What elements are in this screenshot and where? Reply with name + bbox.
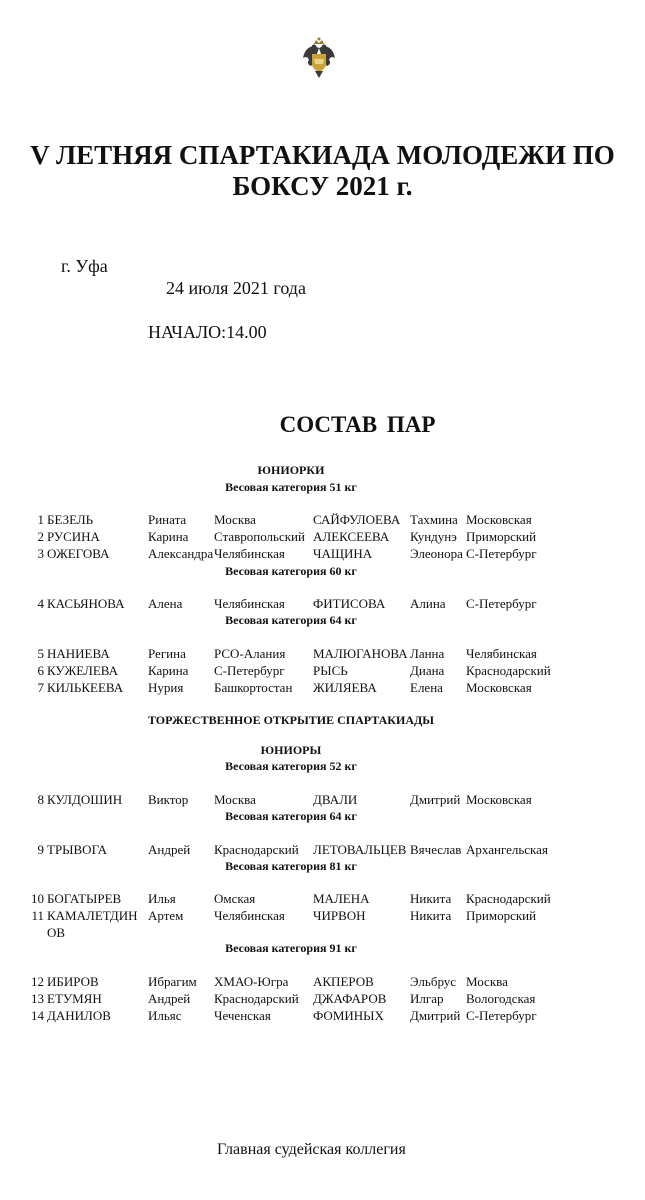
pair-number: 12: [31, 974, 44, 989]
boxer-region: Москва: [214, 512, 256, 527]
boxer-name: Ильяс: [148, 1008, 182, 1023]
boxer-region: Краснодарский: [214, 842, 299, 857]
boxer-region: Краснодарский: [214, 991, 299, 1006]
pair-number: 2: [37, 529, 44, 544]
opponent-name: Эльбрус: [410, 974, 457, 989]
opponent-region: Москва: [466, 974, 508, 989]
opponent-surname: МАЛЮГАНОВА: [313, 646, 408, 661]
opponent-name: Илгар: [410, 991, 444, 1006]
boxer-name: Нурия: [148, 680, 184, 695]
opponent-surname: РЫСЬ: [313, 663, 348, 678]
boxer-surname: ЕТУМЯН: [47, 991, 102, 1006]
pair-number: 5: [37, 646, 44, 661]
pair-row: [0, 663, 645, 680]
opponent-region: Вологодская: [466, 991, 536, 1006]
boxer-region: РСО-Алания: [214, 646, 286, 661]
opponent-name: Тахмина: [410, 512, 458, 527]
weight-category-label: Весовая категория 51 кг: [225, 480, 357, 494]
pair-number: 9: [37, 842, 44, 857]
boxer-surname: БЕЗЕЛЬ: [47, 512, 94, 527]
boxer-surname: ТРЫВОГА: [47, 842, 108, 857]
pair-row: [0, 842, 645, 859]
boxer-surname: КИЛЬКЕЕВА: [47, 680, 124, 695]
boxer-name: Ибрагим: [148, 974, 197, 989]
boxer-name: Регина: [148, 646, 186, 661]
pair-number: 14: [31, 1008, 44, 1023]
pair-row: [0, 646, 645, 663]
boxer-region: Челябинская: [214, 596, 285, 611]
boxer-region: Омская: [214, 891, 256, 906]
weight-category-label: Весовая категория 81 кг: [225, 859, 357, 873]
boxer-surname: БОГАТЫРЕВ: [47, 891, 122, 906]
pair-row: [0, 792, 645, 809]
opponent-name: Вячеслав: [410, 842, 462, 857]
opponent-name: Кундунэ: [410, 529, 457, 544]
pair-number: 11: [31, 908, 44, 923]
boxer-name: Виктор: [148, 792, 189, 807]
opponent-surname: ФОМИНЫХ: [313, 1008, 384, 1023]
section-title: СОСТАВ ПАР: [279, 412, 436, 437]
weight-category-label: Весовая категория 64 кг: [225, 809, 357, 823]
opponent-region: Приморский: [466, 529, 537, 544]
opponent-surname: ЛЕТОВАЛЬЦЕВ: [313, 842, 407, 857]
boxer-surname: КУЖЕЛЕВА: [47, 663, 119, 678]
pair-row: [0, 974, 645, 991]
boxer-region: ХМАО-Югра: [214, 974, 289, 989]
city: г. Уфа: [61, 256, 108, 276]
opponent-surname: ДВАЛИ: [313, 792, 358, 807]
opponent-name: Элеонора: [410, 546, 463, 561]
boxer-name: Артем: [148, 908, 184, 923]
opponent-surname: ФИТИСОВА: [313, 596, 386, 611]
title-line-1: V ЛЕТНЯЯ СПАРТАКИАДА МОЛОДЕЖИ ПО: [30, 140, 615, 170]
opponent-region: Краснодарский: [466, 663, 551, 678]
group-label: ЮНИОРЫ: [260, 743, 322, 757]
pair-row: [0, 546, 645, 563]
pair-row: [0, 596, 645, 613]
event-date: 24 июля 2021 года: [166, 278, 306, 298]
weight-category-label: Весовая категория 64 кг: [225, 613, 357, 627]
weight-category-label: Весовая категория 52 кг: [225, 759, 357, 773]
opponent-surname: САЙФУЛОЕВА: [313, 512, 401, 527]
boxer-name: Илья: [148, 891, 176, 906]
weight-category-label: Весовая категория 91 кг: [225, 941, 357, 955]
opponent-region: Архангельская: [466, 842, 548, 857]
opponent-region: С-Петербург: [466, 1008, 537, 1023]
boxer-surname: ДАНИЛОВ: [47, 1008, 111, 1023]
boxer-name: Рината: [148, 512, 187, 527]
pair-row: [0, 991, 645, 1008]
opponent-region: Московская: [466, 512, 532, 527]
boxer-name: Александра: [148, 546, 214, 561]
opponent-name: Алина: [410, 596, 446, 611]
opponent-region: Московская: [466, 680, 532, 695]
pair-number: 8: [37, 792, 44, 807]
opponent-surname: ЖИЛЯЕВА: [313, 680, 377, 695]
pair-number: 13: [31, 991, 44, 1006]
boxer-region: Москва: [214, 792, 256, 807]
opponent-name: Дмитрий: [410, 792, 461, 807]
boxer-surname: ОЖЕГОВА: [47, 546, 110, 561]
opponent-surname: ЧИРВОН: [313, 908, 366, 923]
pair-row: [0, 1008, 645, 1025]
boxer-region: Башкортостан: [214, 680, 293, 695]
boxer-name: Андрей: [148, 991, 191, 1006]
boxer-region: Ставропольский: [214, 529, 305, 544]
judging-panel-signature: Главная судейская коллегия: [217, 1141, 406, 1158]
pair-number: 10: [31, 891, 44, 906]
opponent-surname: АКПЕРОВ: [313, 974, 374, 989]
boxer-region: С-Петербург: [214, 663, 285, 678]
pair-row: [0, 908, 645, 925]
boxer-surname: ИБИРОВ: [47, 974, 99, 989]
group-label: ЮНИОРКИ: [257, 463, 325, 477]
opponent-name: Никита: [410, 891, 452, 906]
boxer-surname: НАНИЕВА: [47, 646, 110, 661]
opponent-region: Челябинская: [466, 646, 537, 661]
opponent-region: Московская: [466, 792, 532, 807]
document-title: [0, 140, 645, 202]
pair-row: [0, 529, 645, 546]
boxer-region: Чеченская: [214, 1008, 271, 1023]
pair-number: 7: [37, 680, 44, 695]
opponent-region: Краснодарский: [466, 891, 551, 906]
pair-number: 1: [37, 512, 44, 527]
opponent-name: Дмитрий: [410, 1008, 461, 1023]
boxer-name: Алена: [148, 596, 183, 611]
pair-row: [0, 512, 645, 529]
opponent-region: С-Петербург: [466, 546, 537, 561]
opponent-surname: ЧАЩИНА: [313, 546, 373, 561]
boxer-name: Карина: [148, 529, 189, 544]
opponent-surname: МАЛЕНА: [313, 891, 370, 906]
boxer-region: Челябинская: [214, 908, 285, 923]
opponent-surname: ДЖАФАРОВ: [313, 991, 387, 1006]
opponent-region: С-Петербург: [466, 596, 537, 611]
pair-row: [0, 891, 645, 908]
boxer-surname: КУЛДОШИН: [47, 792, 123, 807]
opponent-surname: АЛЕКСЕЕВА: [313, 529, 390, 544]
title-line-2: БОКСУ 2021 г.: [232, 171, 413, 201]
opponent-name: Елена: [410, 680, 443, 695]
boxer-name: Карина: [148, 663, 189, 678]
boxer-surname-continuation: ОВ: [47, 925, 66, 940]
start-time: НАЧАЛО:14.00: [148, 322, 267, 342]
boxer-surname: КАСЬЯНОВА: [47, 596, 125, 611]
opening-ceremony-label: ТОРЖЕСТВЕННОЕ ОТКРЫТИЕ СПАРТАКИАДЫ: [147, 713, 435, 727]
boxer-region: Челябинская: [214, 546, 285, 561]
opponent-region: Приморский: [466, 908, 537, 923]
boxer-name: Андрей: [148, 842, 191, 857]
pair-number: 6: [37, 663, 44, 678]
boxer-surname: КАМАЛЕТДИН: [47, 908, 138, 923]
opponent-name: Диана: [410, 663, 445, 678]
boxer-surname: РУСИНА: [47, 529, 100, 544]
weight-category-label: Весовая категория 60 кг: [225, 564, 357, 578]
pair-number: 3: [37, 546, 44, 561]
opponent-name: Ланна: [410, 646, 445, 661]
pair-row-continuation: [0, 925, 645, 942]
pair-row: [0, 680, 645, 697]
pair-number: 4: [37, 596, 44, 611]
coat-of-arms-icon: [297, 36, 341, 80]
opponent-name: Никита: [410, 908, 452, 923]
